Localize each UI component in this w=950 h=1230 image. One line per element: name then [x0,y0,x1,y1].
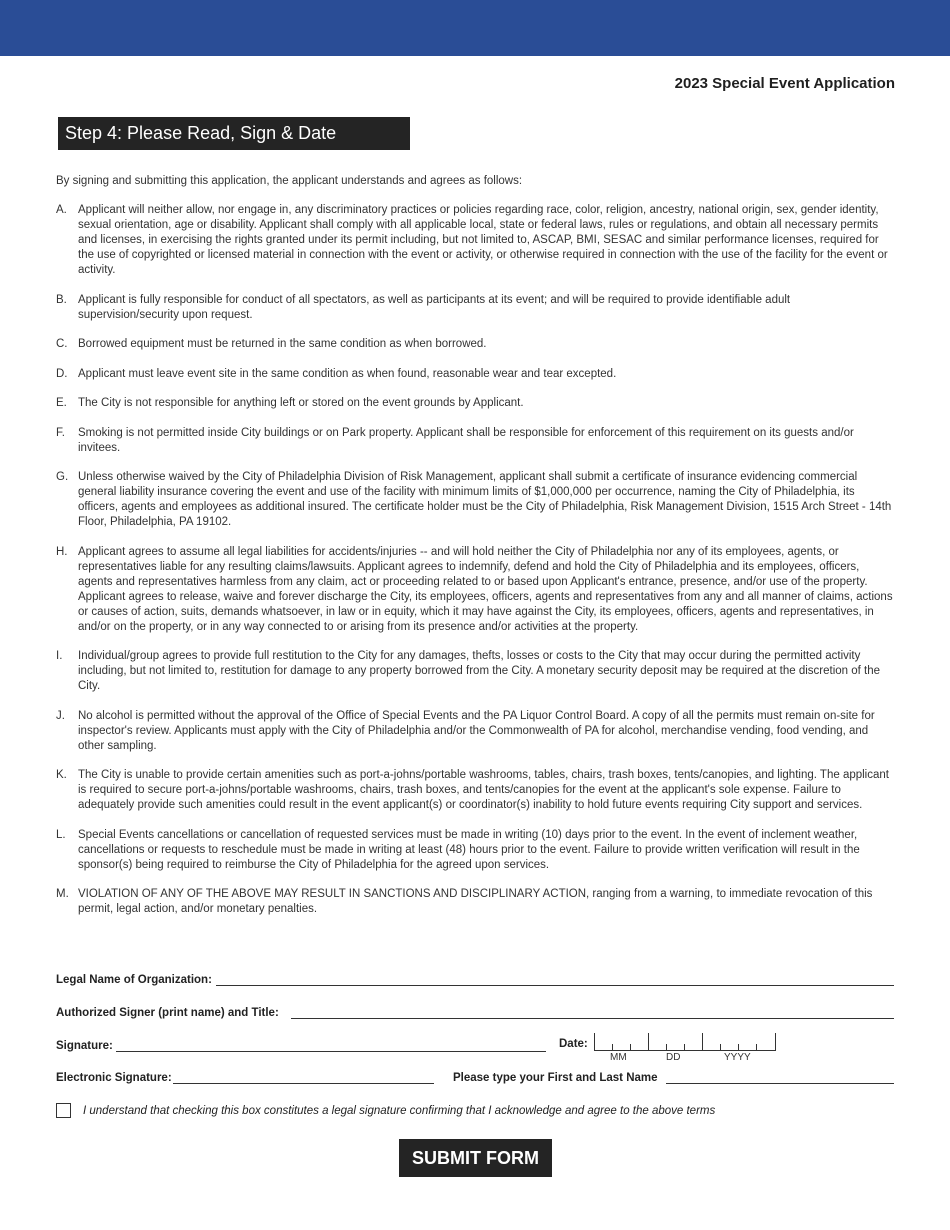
term-b [56,293,894,323]
term-letter: L. [56,828,66,841]
terms-list [56,203,894,932]
authorized-signer-field[interactable] [291,1005,894,1019]
date-tick [738,1044,739,1050]
term-text: The City is unable to provide certain amenities such as port-a-johns/portable washrooms, tables, chairs, trash boxes, tents/canopies, and lighting. The applicant is required to secure port-a-johns/portable washrooms, chairs, trash boxes, and tents/canopies for the event at the applicant's sole expense. Failure to adequately provide such amenities could result in the event applicant(s) or coordinator(s) inability to hold future events requiring City support and services. [78,769,889,811]
term-letter: F. [56,426,65,439]
term-letter: C. [56,338,68,350]
date-tick [666,1044,667,1050]
electronic-signature-field[interactable] [173,1070,434,1084]
date-divider [702,1033,703,1050]
date-divider [594,1033,595,1050]
term-text: Applicant will neither allow, nor engage in, any discriminatory practices or policies regarding race, color, religion, ancestry, national origin, sex, gender identity, sexual orientation, age or disability. Applicant shall comply with all applicable local, state or federal laws, rules or regulations, and obtain all necessary permits and licenses, in exercising the rights granted under its permit including, but not limited to, ASCAP, BMI, SESAC and similar performance licenses, required for the use of copyrighted or licensed material in connection with the event or activity, or otherwise required in connection with the use of the facility for the event or activity. [78,204,888,276]
signature-field[interactable] [116,1038,546,1052]
type-name-label: Please type your First and Last Name [453,1072,658,1084]
date-tick [684,1044,685,1050]
term-text: The City is not responsible for anything left or stored on the event grounds by Applicant. [78,397,524,409]
org-name-label: Legal Name of Organization: [56,974,212,986]
term-text: Applicant agrees to assume all legal liabilities for accidents/injuries -- and will hold neither the City of Philadelphia nor any of its employees, agents, or representatives liable for any resulting claims/lawsuits. Applicant agrees to indemnify, defend and hold the City of Philadelphia and its employees, officers, agents and representatives harmless from any claim, act or proceeding related to or based upon Applicant's entrance, presence, and/or use of the property. Applicant agrees to release, waive and forever discharge the City, its employees, officers, agents and representatives from any and all manner of claims, actions or causes of action, suits, demands whatsoever, in law or in equity, which it may have against the City, its employees, officers, agents and representatives, in and/or on the property, or in any way connected to or arising from its presence and/or activities at the property. [78,545,893,633]
term-text: Applicant is fully responsible for conduct of all spectators, as well as participants at its event; and will be required to provide identifiable adult supervision/security upon request. [78,293,791,321]
date-dd-caption: DD [666,1052,681,1063]
header-band [0,0,950,56]
term-letter: M. [56,888,69,900]
org-name-row [56,972,894,986]
authorized-signer-row [56,1005,894,1019]
term-m [56,887,894,917]
document-title: 2023 Special Event Application [674,75,895,92]
term-letter: G. [56,471,69,483]
intro-text: By signing and submitting this application, the applicant understands and agrees as follows: [56,175,523,187]
date-divider [648,1033,649,1050]
signature-row [56,1038,546,1052]
agree-checkbox[interactable] [56,1103,71,1118]
type-name-field[interactable] [666,1070,894,1084]
authorized-signer-label: Authorized Signer (print name) and Title: [56,1007,279,1019]
step-banner: Step 4: Please Read, Sign & Date [58,117,410,150]
term-letter: D. [56,367,68,380]
term-i [56,649,894,694]
submit-form-button[interactable]: SUBMIT FORM [399,1139,552,1177]
term-j [56,709,894,754]
term-c [56,337,894,352]
term-f [56,426,894,456]
term-text: Special Events cancellations or cancellation of requested services must be made in writing (10) days prior to the event. In the event of inclement weather, cancellations or requests to reschedule must be made in writing at least (48) hours prior to the event. Failure to provide written verification will result in the sponsor(s) being required to reimburse the City of Philadelphia for the agreed upon services. [78,828,860,871]
term-g [56,470,894,530]
org-name-field[interactable] [216,972,894,986]
term-text: Individual/group agrees to provide full restitution to the City for any damages, thefts, losses or costs to the City that may occur during the permitted activity including, but not limited to, restitution for damage to any property borrowed from the City. A monetary security deposit may be required at the discretion of the City. [78,650,881,692]
date-tick [756,1044,757,1050]
term-letter: I. [56,650,63,662]
date-tick [720,1044,721,1050]
date-mm-caption: MM [610,1052,627,1063]
term-k [56,768,894,813]
date-tick [630,1044,631,1050]
term-d [56,367,894,382]
term-text: Unless otherwise waived by the City of Philadelphia Division of Risk Management, applicant shall submit a certificate of insurance evidencing commercial general liability insurance covering the event and use of the facility with minimum limits of $1,000,000 per occurrence, naming the City of Philadelphia, its officers, agents and employees as additional insured. The certificate holder must be the City of Philadelphia, Risk Management Division, 1515 Arch Street - 14th Floor, Philadelphia, PA 19102. [78,471,892,528]
term-letter: A. [56,204,67,216]
agree-row [56,1103,715,1118]
term-a [56,203,894,278]
date-tick [612,1044,613,1050]
term-letter: B. [56,293,67,306]
term-l [56,828,894,873]
term-text: Smoking is not permitted inside City buildings or on Park property. Applicant shall be responsible for enforcement of this requirement on its guests and/or invitees. [78,426,854,454]
term-letter: H. [56,545,68,558]
date-field[interactable] [594,1034,776,1051]
term-text: No alcohol is permitted without the approval of the Office of Special Events and the PA Liquor Control Board. A copy of all the permits must remain on-site for inspector's review. Applicants must apply with the City of Philadelphia and/or the Commonwealth of PA for alcohol, merchandise vending, food vending, and other sampling. [78,709,875,752]
electronic-signature-row [56,1070,434,1084]
term-letter: J. [56,709,65,722]
term-text: VIOLATION OF ANY OF THE ABOVE MAY RESULT IN SANCTIONS AND DISCIPLINARY ACTION, ranging from a warning, to immediate revocation of this permit, legal action, and/or monetary penalties. [78,888,873,915]
term-h [56,545,894,635]
type-name-row [453,1070,894,1084]
term-e [56,396,894,411]
date-label: Date: [559,1038,588,1050]
term-letter: K. [56,769,67,781]
term-text: Applicant must leave event site in the same condition as when found, reasonable wear and tear excepted. [78,367,617,380]
date-divider [775,1033,776,1050]
term-text: Borrowed equipment must be returned in the same condition as when borrowed. [78,338,487,350]
agree-text: I understand that checking this box constitutes a legal signature confirming that I acknowledge and agree to the above terms [83,1104,716,1117]
signature-label: Signature: [56,1040,113,1052]
term-letter: E. [56,397,67,409]
electronic-signature-label: Electronic Signature: [56,1072,172,1084]
date-yyyy-caption: YYYY [724,1052,751,1063]
